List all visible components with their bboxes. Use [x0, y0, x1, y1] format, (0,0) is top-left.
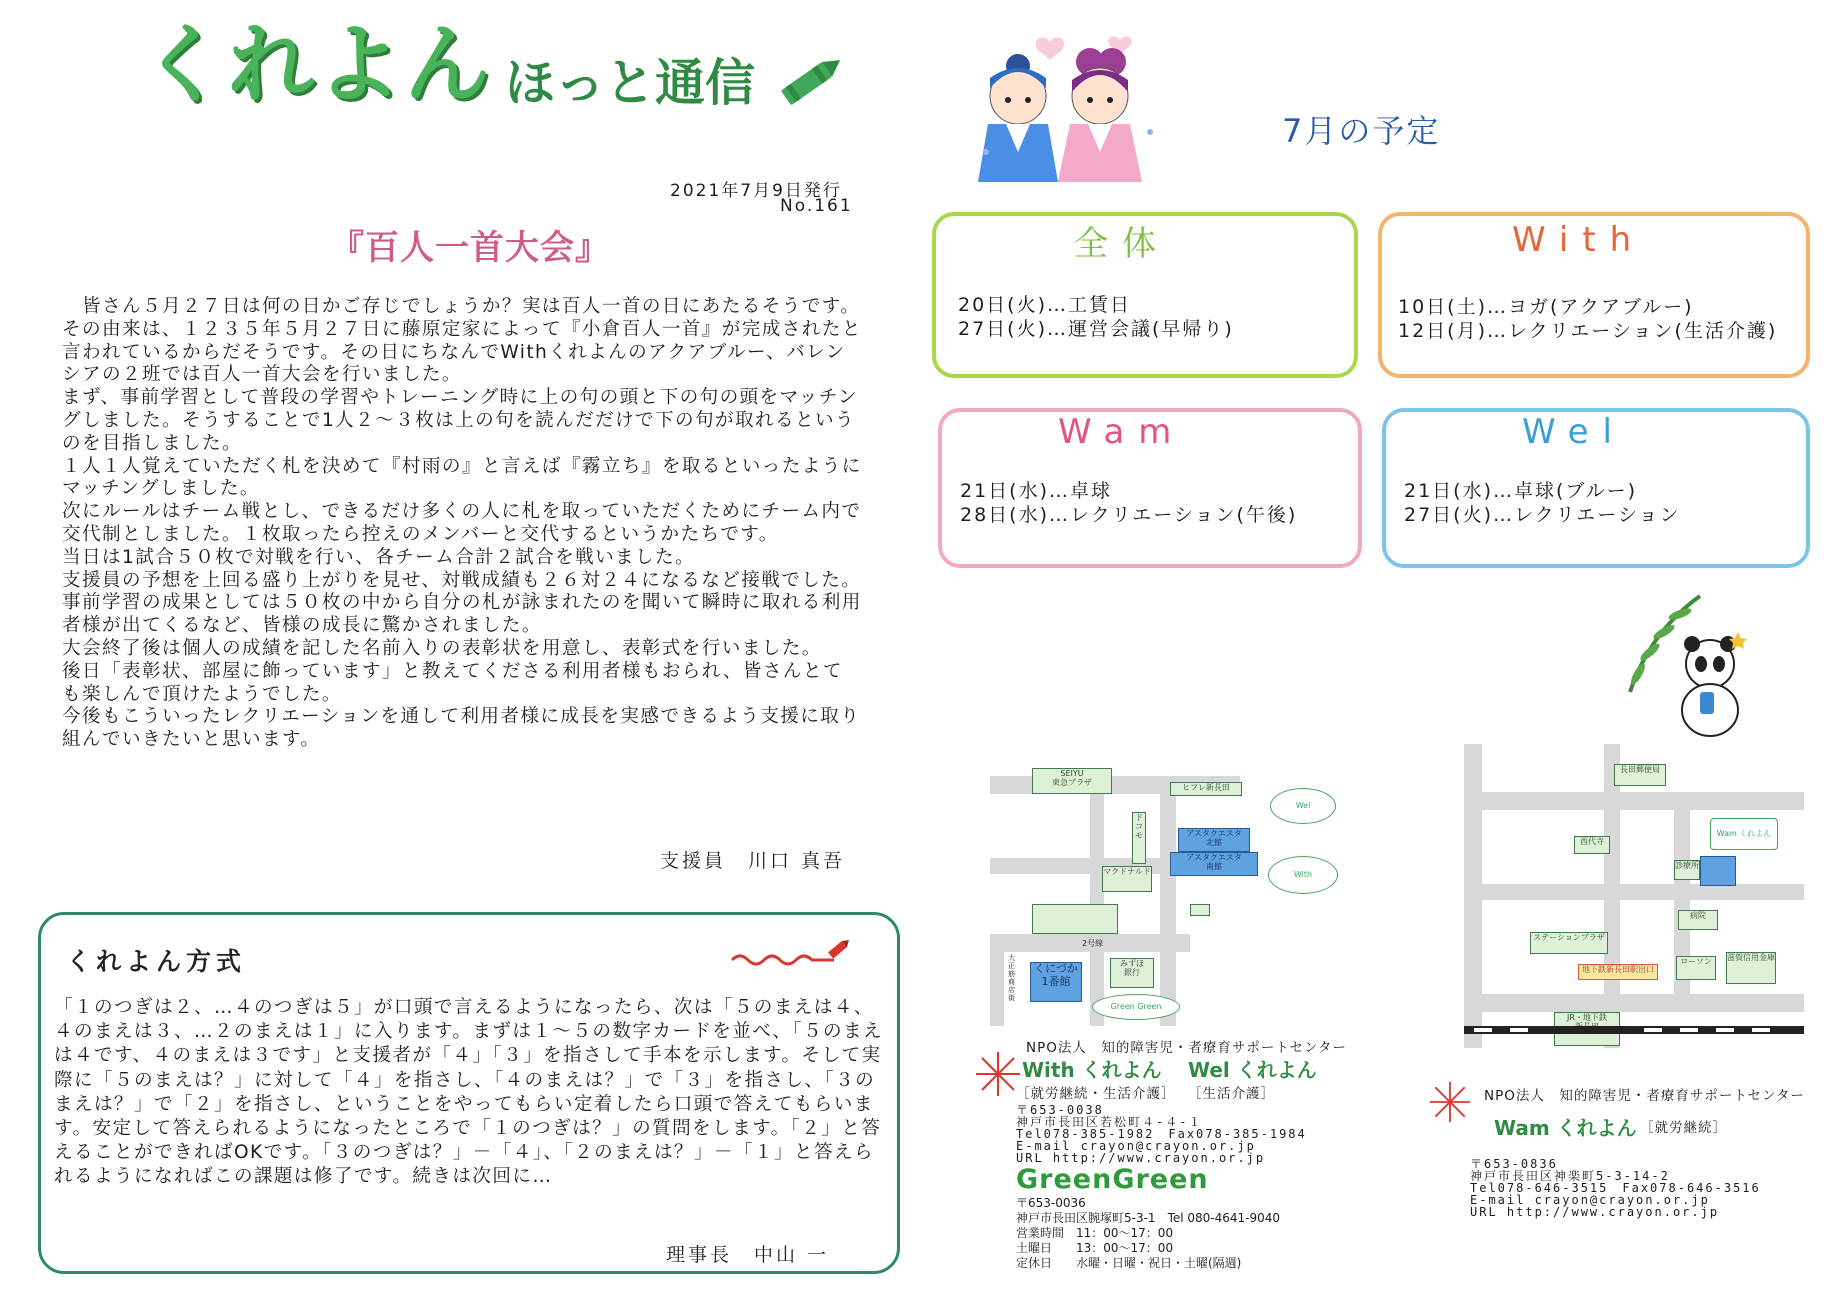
landmark-jr-station: JR・地下鉄 — [1554, 1012, 1620, 1046]
landmark-hifumi: ヒフレ新長田 — [1170, 782, 1242, 796]
article-paragraph: 次にルールはチーム戦とし、できるだけ多くの人に札を取っていただくためにチーム内で交代制としました。１枚取ったら控えのメンバーと交代するというかたちです。 — [62, 501, 862, 545]
schedule-item: 10日(土)…ヨガ(アクアブルー) — [1398, 296, 1694, 318]
crayon-scribble-icon — [730, 938, 854, 970]
map-with-wel — [990, 748, 1350, 1026]
wam-brand: Wam くれよん — [1494, 1116, 1637, 1140]
schedule-with-box — [1378, 212, 1810, 378]
org-postal: 〒653-0836 — [1470, 1157, 1558, 1171]
schedule-item: 12日(月)…レクリエーション(生活介護) — [1398, 320, 1778, 342]
landmark-post-office: 長田郵便局 — [1614, 764, 1666, 786]
greengreen-location-bubble: Green Green — [1092, 994, 1180, 1020]
greengreen-closed: 定休日 水曜・日曜・祝日・土曜(隔週) — [1016, 1256, 1242, 1270]
schedule-item: 28日(水)…レクリエーション(午後) — [960, 504, 1298, 526]
article-paragraph: １人１人覚えていただく札を決めて『村雨の』と言えば『霧立ち』を取るといったようにマッチングしました。 — [62, 455, 862, 500]
road-route2-label: 2号線 — [1082, 939, 1104, 948]
schedule-with-title: With — [1512, 220, 1646, 260]
method-author: 理事長 中山 一 — [666, 1244, 830, 1266]
org-tel-fax: Tel078-385-1982 Fax078-385-1984 — [1016, 1127, 1307, 1141]
landmark-kunizuka: くにづか 1番館 — [1030, 962, 1082, 1002]
landmark-docomo: ドコモ — [1132, 812, 1146, 864]
schedule-wam-box — [938, 408, 1362, 568]
landmark-building — [1032, 904, 1118, 934]
issue-number: No.161 — [780, 196, 853, 216]
org-address: 神戸市長田区若松町４-４-１ — [1016, 1115, 1203, 1129]
article-paragraph: 大会終了後は個人の成績を記した名前入りの表彰状を用意し、表彰式を行いました。 — [62, 637, 822, 659]
schedule-item: 20日(火)…工賃日 — [958, 294, 1132, 316]
landmark-nishidai: 西代寺 — [1574, 836, 1610, 854]
firework-logo-icon — [1428, 1080, 1472, 1124]
greengreen-brand: GreenGreen — [1016, 1164, 1209, 1195]
landmark-shopping-street: 大正筋商店街 — [1008, 954, 1015, 1002]
greengreen-postal: 〒653-0036 — [1016, 1196, 1086, 1210]
greengreen-saturday: 土曜日 13：00～17：00 — [1016, 1241, 1174, 1255]
article-author: 支援員 川口 真吾 — [660, 850, 846, 872]
org-npo-name: NPO法人 知的障害児・者療育サポートセンター — [1026, 1040, 1347, 1056]
firework-logo-icon — [974, 1050, 1022, 1098]
tanabata-couple-illustration — [960, 22, 1170, 192]
org-npo-name: NPO法人 知的障害児・者療育サポートセンター — [1484, 1088, 1805, 1104]
landmark-station-plaza: ステーションプラザ — [1530, 932, 1608, 954]
schedule-item: 27日(火)…レクリエーション — [1404, 504, 1681, 526]
railway-line — [1464, 1024, 1804, 1036]
landmark-hospital: 病院 — [1678, 910, 1718, 930]
org-postal: 〒653-0038 — [1016, 1103, 1104, 1117]
article-paragraph: 今後もこういったレクリエーションを通して利用者様に成長を実感できるよう支援に取り組んでいきたいと思います。 — [62, 706, 861, 751]
article-paragraph: 当日は1試合５０枚で対戦を行い、各チーム合計２試合を戦いました。 — [62, 546, 696, 568]
schedule-item: 21日(水)…卓球 — [960, 480, 1113, 502]
article-paragraph: 後日「表彰状、部屋に飾っています」と教えてくださる利用者様もおられ、皆さんとても楽しんで頂けたようでした。 — [62, 660, 843, 705]
landmark-bank: 滋賀信用金庫 — [1726, 952, 1776, 984]
schedule-item: 21日(水)…卓球(ブルー) — [1404, 480, 1638, 502]
with-service-type: ［就労継続・生活介護］ — [1016, 1086, 1176, 1102]
greengreen-hours: 営業時間 11：00～17：00 — [1016, 1226, 1174, 1240]
schedule-item: 27日(火)…運営会議(早帰り) — [958, 318, 1234, 340]
map-wam — [1464, 744, 1804, 1048]
org-email: E-mail crayon@crayon.or.jp — [1470, 1193, 1710, 1207]
landmark-building — [1190, 904, 1210, 916]
greengreen-address: 神戸市長田区腕塚町5-3-1 Tel 080-4641-9040 — [1016, 1211, 1281, 1225]
schedule-wel-title: Wel — [1522, 412, 1626, 452]
article-paragraph: 支援員の予想を上回る盛り上がりを見せ、対戦成績も２６対２４になるなど接戦でした。 — [62, 569, 862, 591]
newsletter-logo: くれよん — [140, 15, 492, 115]
org-email: E-mail crayon@crayon.or.jp — [1016, 1139, 1256, 1153]
wam-location-bubble: Wam くれよん — [1710, 818, 1778, 850]
landmark-seiyu: SEIYU 東急プラザ — [1032, 768, 1112, 794]
landmark-lawson: ローソン — [1676, 956, 1716, 980]
landmark-mcdonalds: マクドナルド — [1102, 866, 1152, 892]
article-paragraph: まず、事前学習として普段の学習やトレーニング時に上の句の頭と下の句の頭をマッチングしました。そうすることで1人２～３枚は上の句を読んだだけで下の句が取れるというのを目指しました。 — [62, 387, 858, 454]
issue-date: 2021年7月9日発行 — [670, 181, 842, 201]
org-address: 神戸市長田区神楽町5-3-14-2 — [1470, 1169, 1670, 1183]
wel-service-type: ［生活介護］ — [1188, 1086, 1275, 1102]
panda-bamboo-illustration — [1610, 592, 1760, 742]
landmark-mizuho: みずほ 銀行 — [1110, 958, 1154, 988]
article-paragraph: 皆さん５月２７日は何の日かご存じでしょうか？実は百人一首の日にあたるそうです。その由来は、１２３５年５月２７日に藤原定家によって『小倉百人一首』が完成されたと言われているからだそうです。その日にちなんでWithくれよんのアクアブルー、バレンシアの２班では百人一首大会を行いました。 — [62, 296, 862, 386]
landmark-astaquesta-south: アスタクエスタ 南館 — [1170, 852, 1258, 876]
month-schedule-title: 7月の予定 — [1282, 112, 1441, 150]
schedule-all-title: 全体 — [1074, 224, 1170, 264]
org-tel-fax: Tel078-646-3515 Fax078-646-3516 — [1470, 1181, 1761, 1195]
with-location-bubble: With — [1268, 856, 1338, 894]
org-url: URL http://www.crayon.or.jp — [1016, 1151, 1266, 1165]
method-body: 「１のつぎは２、…４のつぎは５」が口頭で言えるようになったら、次は「５のまえは４、４のまえは３、…２のまえは１」に入ります。まずは１～５の数字カードを並べ、「５のまえは４です、４のまえは３です」と支援者が「４」「３」を指さして手本を示します。そして実際に「５のまえは？」に対して「４」を指さし、「４のまえは？」で「３」を指さし、「３のまえは？」で「２」を指さし、ということをやってもらい定着したら口頭で答えてもらいます。安定して答えられるようになったところで「１のつぎは？」の質問をします。「２」と答えることができればOKです。「３のつぎは？」－「４」、「２のまえは？」－「１」と答えられるようになればこの課題は修了です。続きは次回に… — [54, 997, 883, 1188]
wam-service-type: ［就労継続］ — [1640, 1120, 1727, 1136]
article-paragraph: 事前学習の成果としては５０枚の中から自分の札が詠まれたのを聞いて瞬時に取れる利用者様が出てくるなど、皆様の成長に驚かされました。 — [62, 592, 862, 637]
article-title: 『百人一首大会』 — [330, 228, 610, 268]
schedule-all-box — [932, 212, 1358, 378]
wam-building — [1700, 856, 1736, 886]
schedule-wel-box — [1382, 408, 1810, 568]
wel-brand: Wel くれよん — [1188, 1058, 1317, 1082]
wel-location-bubble: Wel — [1270, 788, 1336, 824]
schedule-wam-title: Wam — [1058, 412, 1186, 452]
org-url: URL http://www.crayon.or.jp — [1470, 1205, 1720, 1219]
landmark-subway-exit: 地下鉄新長田駅出口 — [1578, 964, 1658, 980]
article-body — [62, 296, 862, 752]
landmark-clinic: 診療所 — [1674, 860, 1700, 880]
crayon-icon — [770, 50, 850, 110]
newsletter-subtitle: ほっと通信 — [505, 54, 755, 112]
method-title: くれよん方式 — [66, 947, 247, 976]
landmark-astaquesta-north: アスタクエスタ 北館 — [1178, 828, 1250, 852]
with-brand: With くれよん — [1022, 1058, 1162, 1082]
